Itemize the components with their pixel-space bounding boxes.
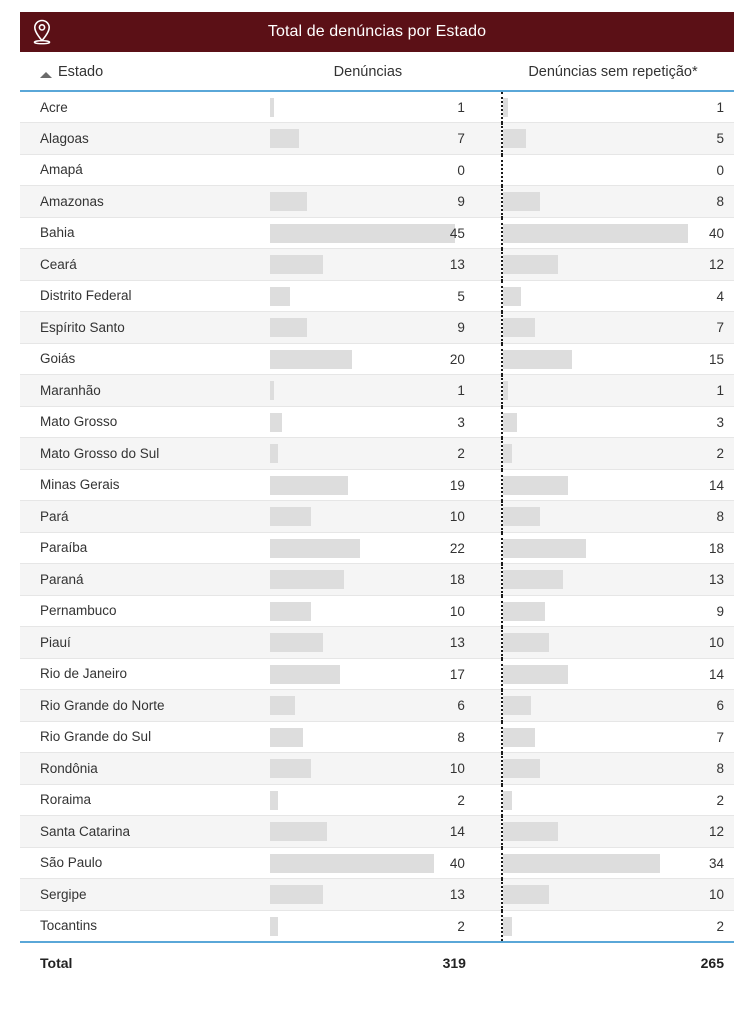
- bar-denuncias: [270, 413, 282, 432]
- table-body: [20, 91, 734, 942]
- panel-header: [20, 12, 734, 52]
- cell-estado: Amapá: [20, 154, 270, 186]
- cell-estado: Santa Catarina: [20, 816, 270, 848]
- bar-sem-repeticao: [503, 665, 568, 684]
- cell-denuncias: [270, 469, 502, 501]
- cell-estado: Sergipe: [20, 879, 270, 911]
- cell-denuncias: [270, 280, 502, 312]
- cell-denuncias: [270, 627, 502, 659]
- table-row[interactable]: [20, 186, 734, 218]
- cell-estado: Piauí: [20, 627, 270, 659]
- bar-sem-repeticao: [503, 696, 531, 715]
- cell-sem-repeticao: [502, 879, 734, 911]
- cell-sem-repeticao: [502, 784, 734, 816]
- column-header-sem-repeticao[interactable]: [502, 52, 734, 91]
- cell-sem-repeticao: [502, 186, 734, 218]
- value-sem-repeticao: 34: [708, 855, 724, 871]
- value-sem-repeticao: 5: [716, 131, 724, 146]
- bar-denuncias: [270, 570, 344, 589]
- table-row[interactable]: [20, 564, 734, 596]
- bar-denuncias: [270, 633, 323, 652]
- cell-denuncias: [270, 406, 502, 438]
- cell-denuncias: [270, 690, 502, 722]
- bar-sem-repeticao: [503, 602, 545, 621]
- value-denuncias: 10: [449, 761, 465, 776]
- bar-denuncias: [270, 728, 303, 747]
- cell-denuncias: [270, 217, 502, 249]
- cell-sem-repeticao: [502, 910, 734, 942]
- value-denuncias: 7: [457, 131, 465, 146]
- cell-sem-repeticao: [502, 154, 734, 186]
- bar-sem-repeticao: [503, 885, 549, 904]
- bar-sem-repeticao: [503, 570, 563, 589]
- value-sem-repeticao: 0: [716, 162, 724, 178]
- cell-estado: Paraíba: [20, 532, 270, 564]
- table-row[interactable]: [20, 123, 734, 155]
- bar-sem-repeticao: [503, 192, 540, 211]
- value-sem-repeticao: 14: [708, 666, 724, 682]
- value-sem-repeticao: 2: [716, 792, 724, 808]
- cell-estado: Roraima: [20, 784, 270, 816]
- value-sem-repeticao: 13: [708, 572, 724, 587]
- value-sem-repeticao: 14: [708, 477, 724, 493]
- column-header-denuncias-label: Denúncias: [333, 64, 403, 80]
- cell-estado: Bahia: [20, 217, 270, 249]
- table-row[interactable]: [20, 217, 734, 249]
- cell-denuncias: [270, 375, 502, 407]
- cell-sem-repeticao: [502, 595, 734, 627]
- table-row[interactable]: [20, 721, 734, 753]
- bar-sem-repeticao: [503, 633, 549, 652]
- table-row[interactable]: [20, 438, 734, 470]
- value-denuncias: 2: [457, 446, 465, 461]
- denuncias-table: [20, 52, 734, 978]
- bar-sem-repeticao: [503, 728, 535, 747]
- cell-estado: Alagoas: [20, 123, 270, 155]
- cell-denuncias: [270, 123, 502, 155]
- cell-estado: Rio Grande do Sul: [20, 721, 270, 753]
- table-row[interactable]: [20, 406, 734, 438]
- table-row[interactable]: [20, 501, 734, 533]
- value-sem-repeticao: 7: [716, 729, 724, 745]
- value-sem-repeticao: 9: [716, 603, 724, 619]
- bar-sem-repeticao: [503, 822, 558, 841]
- value-denuncias: 9: [457, 194, 465, 209]
- cell-denuncias: [270, 816, 502, 848]
- column-header-estado-label: Estado: [58, 64, 104, 80]
- cell-denuncias: [270, 910, 502, 942]
- bar-sem-repeticao: [503, 917, 512, 936]
- cell-denuncias: [270, 564, 502, 596]
- bar-denuncias: [270, 350, 352, 369]
- value-sem-repeticao: 8: [716, 509, 724, 524]
- value-denuncias: 22: [449, 540, 465, 556]
- cell-estado: Minas Gerais: [20, 469, 270, 501]
- value-sem-repeticao: 10: [708, 887, 724, 902]
- bar-sem-repeticao: [503, 476, 568, 495]
- bar-denuncias: [270, 129, 299, 148]
- table-row[interactable]: [20, 784, 734, 816]
- bar-sem-repeticao: [503, 318, 535, 337]
- table-row[interactable]: [20, 753, 734, 785]
- value-denuncias: 1: [457, 383, 465, 398]
- value-sem-repeticao: 12: [708, 257, 724, 272]
- bar-denuncias: [270, 602, 311, 621]
- value-denuncias: 17: [449, 666, 465, 682]
- cell-sem-repeticao: [502, 280, 734, 312]
- table-row[interactable]: [20, 532, 734, 564]
- value-denuncias: 0: [457, 162, 465, 178]
- column-header-denuncias[interactable]: [270, 52, 502, 91]
- value-sem-repeticao: 18: [708, 540, 724, 556]
- bar-denuncias: [270, 192, 307, 211]
- bar-denuncias: [270, 507, 311, 526]
- value-denuncias: 3: [457, 414, 465, 430]
- denuncias-table-wrap: [20, 52, 734, 978]
- bar-sem-repeticao: [503, 224, 688, 243]
- bar-sem-repeticao: [503, 507, 540, 526]
- total-label: Total: [20, 942, 270, 978]
- value-denuncias: 2: [457, 918, 465, 934]
- cell-sem-repeticao: [502, 532, 734, 564]
- value-sem-repeticao: 8: [716, 194, 724, 209]
- cell-sem-repeticao: [502, 123, 734, 155]
- cell-denuncias: [270, 721, 502, 753]
- value-sem-repeticao: 8: [716, 761, 724, 776]
- cell-estado: Espírito Santo: [20, 312, 270, 344]
- cell-sem-repeticao: [502, 91, 734, 123]
- cell-estado: Pernambuco: [20, 595, 270, 627]
- cell-estado: Tocantins: [20, 910, 270, 942]
- bar-denuncias: [270, 318, 307, 337]
- cell-estado: Mato Grosso: [20, 406, 270, 438]
- value-sem-repeticao: 40: [708, 225, 724, 241]
- cell-estado: São Paulo: [20, 847, 270, 879]
- bar-denuncias: [270, 224, 455, 243]
- cell-sem-repeticao: [502, 469, 734, 501]
- cell-estado: Amazonas: [20, 186, 270, 218]
- sort-ascending-icon[interactable]: [40, 72, 52, 78]
- total-sem-repeticao: 265: [502, 942, 734, 978]
- bar-denuncias: [270, 854, 434, 873]
- cell-denuncias: [270, 312, 502, 344]
- cell-estado: Ceará: [20, 249, 270, 281]
- value-denuncias: 13: [449, 887, 465, 902]
- bar-sem-repeticao: [503, 791, 512, 810]
- cell-sem-repeticao: [502, 312, 734, 344]
- cell-estado: Rondônia: [20, 753, 270, 785]
- cell-sem-repeticao: [502, 343, 734, 375]
- value-denuncias: 20: [449, 351, 465, 367]
- value-denuncias: 18: [449, 572, 465, 587]
- cell-denuncias: [270, 658, 502, 690]
- cell-sem-repeticao: [502, 501, 734, 533]
- table-row[interactable]: [20, 249, 734, 281]
- cell-denuncias: [270, 784, 502, 816]
- cell-denuncias: [270, 91, 502, 123]
- bar-denuncias: [270, 917, 278, 936]
- cell-sem-repeticao: [502, 627, 734, 659]
- value-sem-repeticao: 12: [708, 824, 724, 839]
- cell-sem-repeticao: [502, 438, 734, 470]
- cell-denuncias: [270, 343, 502, 375]
- table-row[interactable]: [20, 879, 734, 911]
- total-row: [20, 942, 734, 978]
- cell-sem-repeticao: [502, 847, 734, 879]
- value-denuncias: 8: [457, 729, 465, 745]
- cell-denuncias: [270, 186, 502, 218]
- bar-denuncias: [270, 476, 348, 495]
- bar-denuncias: [270, 381, 274, 400]
- bar-sem-repeticao: [503, 759, 540, 778]
- bar-denuncias: [270, 98, 274, 117]
- cell-sem-repeticao: [502, 564, 734, 596]
- cell-denuncias: [270, 501, 502, 533]
- cell-sem-repeticao: [502, 690, 734, 722]
- cell-estado: Paraná: [20, 564, 270, 596]
- bar-sem-repeticao: [503, 413, 517, 432]
- value-denuncias: 10: [449, 603, 465, 619]
- cell-estado: Maranhão: [20, 375, 270, 407]
- table-header: [20, 52, 734, 91]
- cell-sem-repeticao: [502, 375, 734, 407]
- bar-denuncias: [270, 287, 291, 306]
- cell-estado: Pará: [20, 501, 270, 533]
- bar-sem-repeticao: [503, 381, 508, 400]
- table-row[interactable]: [20, 154, 734, 186]
- value-sem-repeticao: 15: [708, 351, 724, 367]
- table-row[interactable]: [20, 312, 734, 344]
- value-sem-repeticao: 1: [716, 100, 724, 115]
- bar-sem-repeticao: [503, 255, 558, 274]
- value-denuncias: 13: [449, 257, 465, 272]
- cell-sem-repeticao: [502, 658, 734, 690]
- cell-sem-repeticao: [502, 406, 734, 438]
- cell-denuncias: [270, 595, 502, 627]
- bar-denuncias: [270, 665, 340, 684]
- cell-sem-repeticao: [502, 753, 734, 785]
- cell-denuncias: [270, 753, 502, 785]
- bar-denuncias: [270, 791, 278, 810]
- table-row[interactable]: [20, 658, 734, 690]
- cell-estado: Acre: [20, 91, 270, 123]
- bar-sem-repeticao: [503, 98, 508, 117]
- cell-denuncias: [270, 532, 502, 564]
- table-row[interactable]: [20, 375, 734, 407]
- bar-denuncias: [270, 444, 278, 463]
- column-header-sem-repeticao-label: Denúncias sem repetição*: [528, 64, 698, 80]
- table-row[interactable]: [20, 847, 734, 879]
- value-denuncias: 9: [457, 320, 465, 335]
- value-denuncias: 6: [457, 698, 465, 713]
- bar-sem-repeticao: [503, 854, 660, 873]
- value-denuncias: 40: [449, 855, 465, 871]
- panel-title: Total de denúncias por Estado: [267, 23, 487, 40]
- total-denuncias: 319: [270, 942, 502, 978]
- cell-sem-repeticao: [502, 721, 734, 753]
- bar-denuncias: [270, 885, 323, 904]
- bar-denuncias: [270, 539, 360, 558]
- bar-denuncias: [270, 822, 328, 841]
- cell-sem-repeticao: [502, 249, 734, 281]
- value-sem-repeticao: 7: [716, 320, 724, 335]
- map-pin-icon: [20, 12, 64, 52]
- value-denuncias: 2: [457, 792, 465, 808]
- bar-sem-repeticao: [503, 444, 512, 463]
- value-sem-repeticao: 6: [716, 698, 724, 713]
- bar-sem-repeticao: [503, 539, 586, 558]
- bar-denuncias: [270, 759, 311, 778]
- value-sem-repeticao: 1: [716, 383, 724, 398]
- cell-denuncias: [270, 879, 502, 911]
- table-row[interactable]: [20, 343, 734, 375]
- cell-estado: Distrito Federal: [20, 280, 270, 312]
- value-denuncias: 14: [449, 824, 465, 839]
- cell-estado: Rio de Janeiro: [20, 658, 270, 690]
- cell-denuncias: [270, 154, 502, 186]
- cell-estado: Goiás: [20, 343, 270, 375]
- value-sem-repeticao: 2: [716, 918, 724, 934]
- value-sem-repeticao: 3: [716, 414, 724, 430]
- value-denuncias: 19: [449, 477, 465, 493]
- table-row[interactable]: [20, 910, 734, 942]
- cell-denuncias: [270, 847, 502, 879]
- value-denuncias: 13: [449, 635, 465, 650]
- table-row[interactable]: [20, 595, 734, 627]
- cell-estado: Mato Grosso do Sul: [20, 438, 270, 470]
- cell-estado: Rio Grande do Norte: [20, 690, 270, 722]
- bar-denuncias: [270, 696, 295, 715]
- cell-denuncias: [270, 438, 502, 470]
- table-row[interactable]: [20, 469, 734, 501]
- table-footer: [20, 942, 734, 978]
- cell-sem-repeticao: [502, 217, 734, 249]
- cell-denuncias: [270, 249, 502, 281]
- value-sem-repeticao: 2: [716, 446, 724, 461]
- value-denuncias: 45: [449, 225, 465, 241]
- value-denuncias: 10: [449, 509, 465, 524]
- value-sem-repeticao: 4: [716, 288, 724, 304]
- bar-sem-repeticao: [503, 287, 521, 306]
- value-sem-repeticao: 10: [708, 635, 724, 650]
- table-row[interactable]: [20, 627, 734, 659]
- cell-sem-repeticao: [502, 816, 734, 848]
- table-row[interactable]: [20, 690, 734, 722]
- value-denuncias: 1: [457, 100, 465, 115]
- column-header-estado[interactable]: [20, 52, 270, 91]
- table-row[interactable]: [20, 816, 734, 848]
- table-row[interactable]: [20, 91, 734, 123]
- bar-denuncias: [270, 255, 323, 274]
- bar-sem-repeticao: [503, 350, 572, 369]
- value-denuncias: 5: [457, 288, 465, 304]
- table-row[interactable]: [20, 280, 734, 312]
- bar-sem-repeticao: [503, 129, 526, 148]
